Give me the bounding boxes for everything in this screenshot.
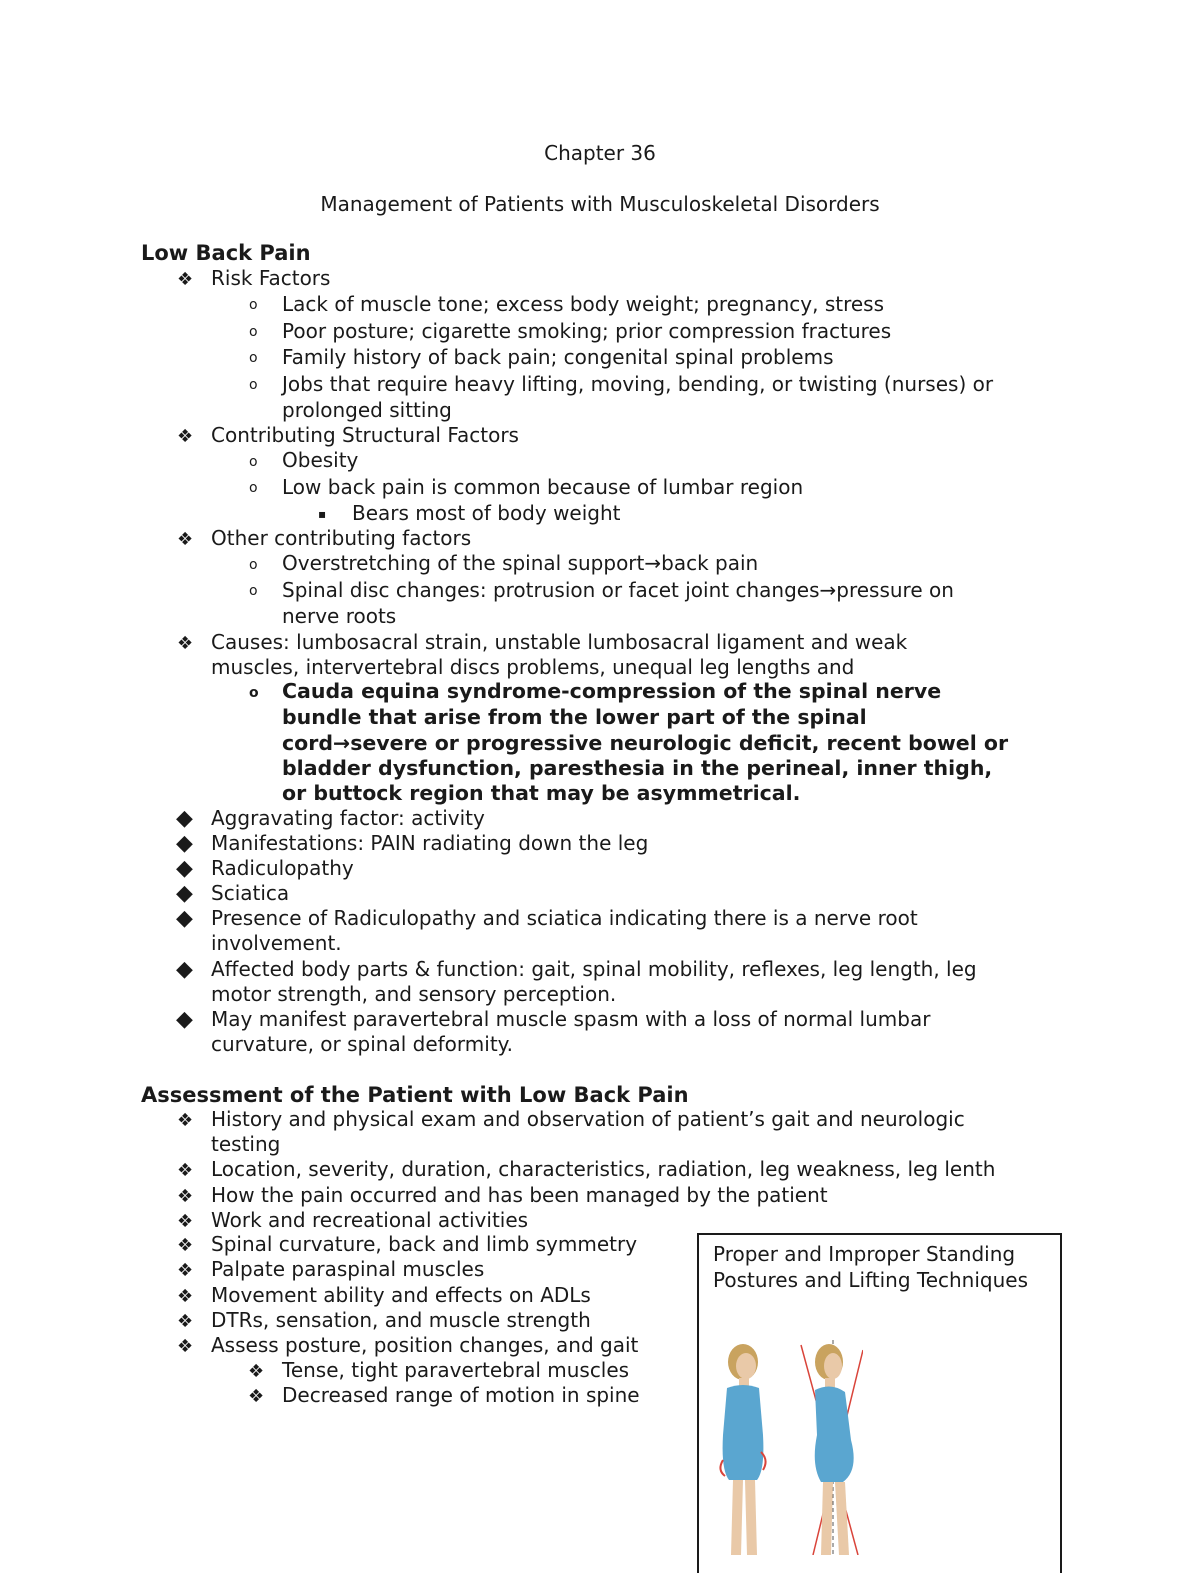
list-item-continuation: involvement. (211, 931, 342, 955)
bullet-icon: ❖ (177, 1286, 194, 1307)
list-item: Manifestations: PAIN radiating down the leg (211, 831, 649, 855)
bullet-icon: ❖ (177, 1186, 194, 1207)
bullet-icon: ❖ (248, 1361, 265, 1382)
list-item: Location, severity, duration, characteristics, radiation, leg weakness, leg lenth (211, 1157, 996, 1181)
list-item: Presence of Radiculopathy and sciatica indicating there is a nerve root (211, 906, 918, 930)
bullet-icon: o (249, 685, 259, 701)
bullet-icon: o (249, 454, 258, 470)
bullet-icon: o (249, 297, 258, 313)
chapter-label: Chapter 36 (544, 141, 656, 165)
list-item: DTRs, sensation, and muscle strength (211, 1308, 591, 1332)
list-item-continuation: testing (211, 1132, 281, 1156)
list-item: Lack of muscle tone; excess body weight; pregnancy, stress (282, 292, 885, 316)
diamond-bullet-icon: ◆ (176, 957, 193, 982)
bullet-icon: ❖ (177, 1160, 194, 1181)
list-item: Overstretching of the spinal support→back pain (282, 551, 759, 575)
list-item: Aggravating factor: activity (211, 806, 485, 830)
bullet-icon: ❖ (177, 633, 194, 654)
bullet-icon: o (249, 377, 258, 393)
list-item: Decreased range of motion in spine (282, 1383, 640, 1407)
bullet-icon: ❖ (177, 1311, 194, 1332)
bullet-icon: o (249, 350, 258, 366)
list-item: Family history of back pain; congenital spinal problems (282, 345, 834, 369)
document-title: Management of Patients with Musculoskeletal Disorders (320, 192, 880, 216)
bold-list-item-continuation: or buttock region that may be asymmetrical. (282, 781, 801, 805)
bullet-icon: ❖ (177, 1211, 194, 1232)
list-item-continuation: prolonged sitting (282, 398, 452, 422)
list-item: Tense, tight paravertebral muscles (282, 1358, 630, 1382)
bullet-icon: o (249, 324, 258, 340)
list-item: Spinal curvature, back and limb symmetry (211, 1232, 638, 1256)
diamond-bullet-icon: ◆ (176, 806, 193, 831)
list-item: Low back pain is common because of lumbar region (282, 475, 804, 499)
list-item: Radiculopathy (211, 856, 354, 880)
list-item: Obesity (282, 448, 359, 472)
bullet-icon: ❖ (248, 1386, 265, 1407)
section-heading-low-back-pain: Low Back Pain (141, 241, 311, 265)
list-item: Sciatica (211, 881, 290, 905)
bold-list-item-continuation: cord→severe or progressive neurologic deficit, recent bowel or (282, 731, 1009, 755)
bullet-icon: o (249, 557, 258, 573)
bullet-icon: ❖ (177, 1235, 194, 1256)
bullet-icon: ❖ (177, 269, 194, 290)
bullet-icon: ❖ (177, 1336, 194, 1357)
list-item: Contributing Structural Factors (211, 423, 519, 447)
bullet-icon: ❖ (177, 426, 194, 447)
diamond-bullet-icon: ◆ (176, 906, 193, 931)
list-item-continuation: motor strength, and sensory perception. (211, 982, 617, 1006)
proper-posture-figure (720, 1344, 765, 1555)
section-heading-assessment: Assessment of the Patient with Low Back Pain (141, 1083, 689, 1107)
bold-list-item: Cauda equina syndrome-compression of the spinal nerve (282, 679, 942, 703)
list-item: Risk Factors (211, 266, 331, 290)
list-item: Other contributing factors (211, 526, 472, 550)
square-bullet-icon: ▪ (318, 507, 327, 521)
list-item: Palpate paraspinal muscles (211, 1257, 485, 1281)
list-item-continuation: curvature, or spinal deformity. (211, 1032, 514, 1056)
bullet-icon: ❖ (177, 529, 194, 550)
list-item: Poor posture; cigarette smoking; prior compression fractures (282, 319, 892, 343)
diamond-bullet-icon: ◆ (176, 881, 193, 906)
bold-list-item-continuation: bundle that arise from the lower part of the spinal (282, 705, 867, 729)
list-item: Causes: lumbosacral strain, unstable lumbosacral ligament and weak (211, 630, 908, 654)
list-item: Movement ability and effects on ADLs (211, 1283, 591, 1307)
diamond-bullet-icon: ◆ (176, 856, 193, 881)
list-item: Affected body parts & function: gait, spinal mobility, reflexes, leg length, leg (211, 957, 977, 981)
bullet-icon: ❖ (177, 1260, 194, 1281)
bullet-icon: o (249, 583, 258, 599)
list-item: How the pain occurred and has been managed by the patient (211, 1183, 828, 1207)
list-item: Assess posture, position changes, and gait (211, 1333, 639, 1357)
list-item-continuation: muscles, intervertebral discs problems, unequal leg lengths and (211, 655, 855, 679)
diamond-bullet-icon: ◆ (176, 1007, 193, 1032)
figure-title: Proper and Improper Standing Postures and Lifting Techniques (713, 1242, 1029, 1292)
list-item: Spinal disc changes: protrusion or facet joint changes→pressure on (282, 578, 954, 602)
list-item: Work and recreational activities (211, 1208, 529, 1232)
list-item: History and physical exam and observation of patient’s gait and neurologic (211, 1107, 965, 1131)
bold-list-item-continuation: bladder dysfunction, paresthesia in the perineal, inner thigh, (282, 756, 993, 780)
figure-box (697, 1233, 1062, 1573)
bullet-icon: o (249, 480, 258, 496)
list-item-continuation: nerve roots (282, 604, 397, 628)
bullet-icon: ❖ (177, 1110, 194, 1131)
posture-illustration (713, 1340, 863, 1555)
list-item: Bears most of body weight (352, 501, 621, 525)
diamond-bullet-icon: ◆ (176, 831, 193, 856)
list-item: Jobs that require heavy lifting, moving, bending, or twisting (nurses) or (282, 372, 994, 396)
list-item: May manifest paravertebral muscle spasm with a loss of normal lumbar (211, 1007, 931, 1031)
improper-posture-figure (801, 1340, 863, 1555)
